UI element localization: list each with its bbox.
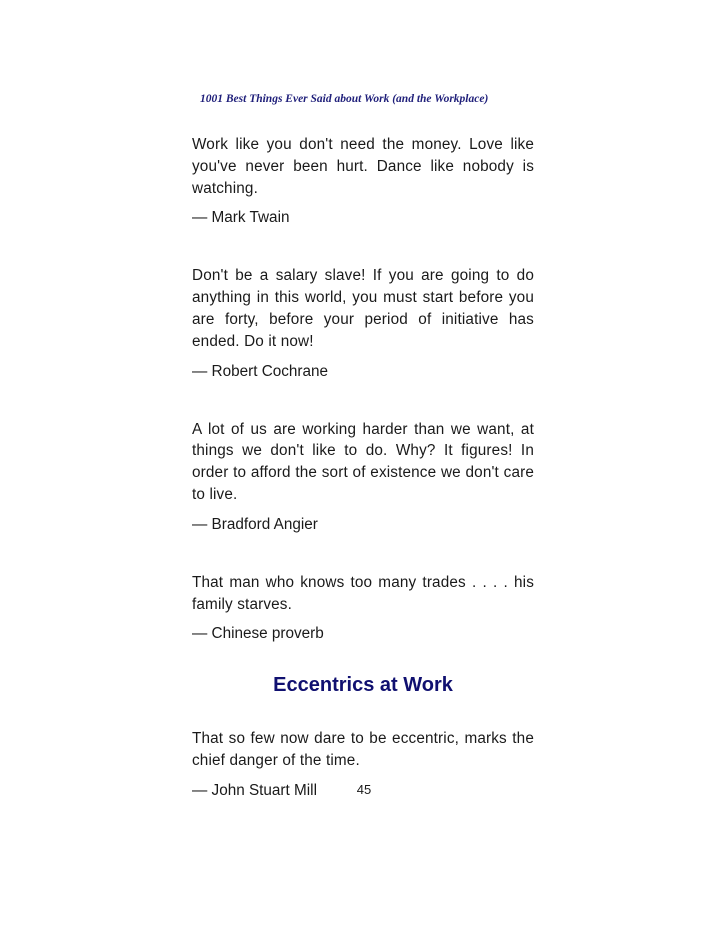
page-number: 45 xyxy=(356,782,372,797)
quote-text: Work like you don't need the money. Love like you've never been hurt. Dance like nobody is watching. xyxy=(192,136,534,197)
quote-text: A lot of us are working harder than we want, at things we don't like to do. Why? It figures! In order to afford the sort of existence we don't care to live. xyxy=(192,420,534,503)
quote-entry xyxy=(192,134,534,228)
quote-author: — John Stuart Mill xyxy=(192,781,317,799)
quote-author: — Bradford Angier xyxy=(192,515,318,533)
quote-author: — Mark Twain xyxy=(192,209,290,227)
running-header: 1001 Best Things Ever Said about Work (and the Workplace) xyxy=(200,93,489,105)
quote-author: — Chinese proverb xyxy=(192,625,324,643)
page-content xyxy=(192,134,534,801)
section-heading: Eccentrics at Work xyxy=(273,674,453,697)
quote-entry xyxy=(192,419,534,535)
quote-entry xyxy=(192,572,534,645)
quote-author: — Robert Cochrane xyxy=(192,362,329,380)
quote-text: Don't be a salary slave! If you are going to do anything in this world, you must start before you are forty, before your period of initiative has ended. Do it now! xyxy=(192,267,534,350)
quote-text: That man who knows too many trades . . . . his family starves. xyxy=(192,573,534,613)
quote-entry xyxy=(192,265,534,381)
quote-text: That so few now dare to be eccentric, marks the chief danger of the time. xyxy=(192,730,534,770)
